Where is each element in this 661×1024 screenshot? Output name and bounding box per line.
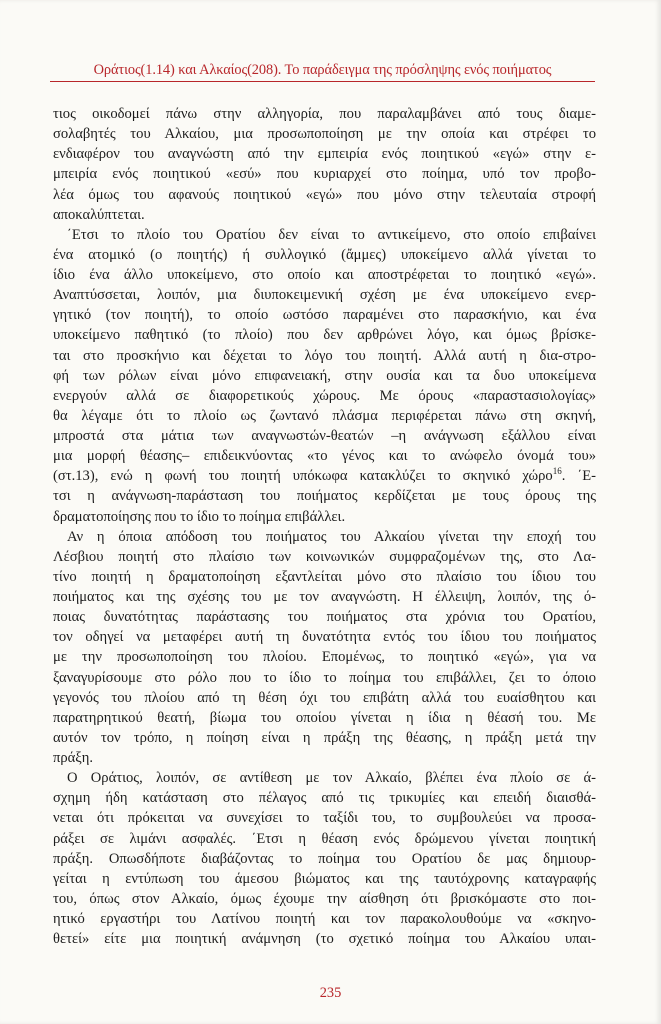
text-line-content: πράξη. Οπωσδήποτε διαβάζοντας το ποίημα του Ορατίου δε μας δημιουρ-	[53, 850, 596, 867]
text-line	[53, 768, 596, 788]
text-line	[53, 527, 596, 547]
text-line-content: ενδιαφέρον του αναγνώστη από την εμπειρία ενός ποιητικού «εγώ» στην ε-	[53, 146, 596, 163]
text-line-content: δραματοποίησης που το ίδιο το ποίημα επιβάλλει.	[53, 508, 346, 525]
text-line	[53, 305, 596, 325]
text-line-content: ΄Ετσι το πλοίο του Ορατίου δεν είναι το αντικείμενο, στο οποίο επιβαίνει	[67, 226, 596, 243]
text-line	[53, 446, 596, 466]
text-line	[53, 486, 596, 506]
text-line	[53, 668, 596, 688]
text-line	[53, 164, 596, 184]
text-line	[53, 185, 596, 205]
text-line-content: ται στο προσκήνιο και δέχεται το λόγο του ποιητή. Αλλά αυτή η δια-στρο-	[53, 347, 596, 364]
text-line-content: ίδιο ένα άλλο υποκείμενο, στο οποίο και αποστρέφεται το ποιητικό «εγώ».	[53, 267, 596, 283]
text-line-content: αποκαλύπτεται.	[53, 206, 145, 223]
text-line-content: υποκείμενο παθητικό (το πλοίο) που δεν αρθρώνει λόγο, και όμως βρίσκε-	[53, 327, 596, 344]
text-line-content: ποιας δυνατότητας παράστασης του ποιήματος στα χρόνια του Ορατίου,	[53, 609, 596, 626]
text-line	[53, 285, 596, 305]
text-line	[53, 426, 596, 446]
text-line-content: νεται ότι πρόκειται να συνεχίσει το ταξίδι του, το συμβουλεύει να προσα-	[53, 810, 596, 827]
text-line	[53, 346, 596, 366]
text-line	[53, 587, 596, 607]
text-line-content: αυτόν τον τρόπο, η ποίηση είναι η πράξη της θέασης, η πράξη μετά την	[53, 729, 596, 746]
text-line-tail: . ΄Ε-	[561, 468, 597, 485]
text-line	[53, 466, 596, 486]
text-line-content: τίνο ποιητή η δραματοποίηση εξαντλείται μόνο στο πλαίσιο του ίδιου του	[53, 568, 596, 585]
text-line	[53, 788, 596, 808]
text-line-content: ένα ατομικό (ο ποιητής) ή συλλογικό (ἄμμες) υποκείμενο αλλά γίνεται το	[53, 246, 596, 263]
text-line-content: σχημη ήδη κατάσταση στο πέλαγος από τις τρικυμίες και επειδή διαισθά-	[53, 790, 596, 807]
text-line	[53, 205, 596, 225]
text-line-content: γητικό (τον ποιητή), το οποίο ωστόσο παραμένει στο παρασκήνιο, και ένα	[53, 307, 596, 324]
text-line-content: φή των ρόλων είναι μόνο επιφανειακή, στην ουσία και τα δυο υποκείμενα	[53, 367, 596, 384]
text-line	[53, 547, 596, 567]
text-line	[53, 245, 596, 265]
text-line	[53, 748, 596, 768]
text-line-content: γεγονός του πλοίου από τη θέση όχι του επιβάτη αλλά του ευαίσθητου και	[53, 689, 596, 706]
text-line-content: τιος οικοδομεί πάνω στην αλληγορία, που παραλαμβάνει από τους διαμε-	[53, 106, 596, 122]
text-line-content: Λέσβιου ποιητή στο πλαίσιο των κοινωνικών συμφραζομένων της, στο Λα-	[53, 548, 596, 565]
text-line	[53, 607, 596, 627]
text-line-content: ποιήματος και της σχέσης του με τον αναγνώστη. Η έλλειψη, λοιπόν, της ό-	[53, 589, 596, 605]
text-line-content: μπειρία ενός ποιητικού «εσύ» που κυριαρχεί στο ποίημα, υπό τον προβο-	[53, 166, 596, 183]
text-line	[53, 124, 596, 144]
text-line	[53, 889, 596, 909]
text-line	[53, 325, 596, 345]
text-line	[53, 909, 596, 929]
text-line-content: Ο Οράτιος, λοιπόν, σε αντίθεση με τον Αλκαίο, βλέπει ένα πλοίο σε ά-	[67, 770, 596, 787]
running-head-rule	[50, 81, 595, 82]
body-text	[53, 104, 596, 949]
footnote-marker: 16	[552, 466, 562, 477]
text-line	[53, 929, 596, 949]
text-line	[53, 225, 596, 245]
text-line-content: σολαβητές του Αλκαίου, μια προσωποποίηση με την οποία και στρέφει το	[53, 126, 596, 143]
text-line	[53, 567, 596, 587]
text-line-content: Αν η όποια απόδοση του ποιήματος του Αλκαίου γίνεται την εποχή του	[67, 528, 596, 545]
text-line-content: ράξει σε λιμάνι ασφαλές. ΄Ετσι η θέαση ενός δρώμενου γίνεται ποιητική	[53, 830, 596, 847]
text-line	[53, 627, 596, 647]
text-line	[53, 849, 596, 869]
text-line-content: ξαναγυρίσουμε στο ρόλο που το ίδιο το ποίημα του επιβάλλει, ζει το όποιο	[53, 669, 596, 686]
text-line	[53, 869, 596, 889]
text-line	[53, 808, 596, 828]
text-line	[53, 144, 596, 164]
text-line	[53, 104, 596, 124]
text-line	[53, 386, 596, 406]
text-line-content: γείται η εντύπωση του άμεσου βιώματος και της ταυτόχρονης καταγραφής	[53, 870, 596, 887]
text-line-content: με την προσωποποίηση του πλοίου. Επομένως, το ποιητικό «εγώ», για να	[53, 649, 596, 666]
text-line-content: του, όπως στον Αλκαίο, όμως έχουμε την αίσθηση ότι βρισκόμαστε στο ποι-	[53, 890, 596, 907]
text-line-content: πράξη.	[53, 750, 94, 766]
text-line-content: θα λέγαμε ότι το πλοίο ως ζωντανό πλάσμα περιφέρεται πάνω στη σκηνή,	[53, 407, 596, 424]
text-line-content: παρατηρητικού θεατή, βίωμα του οποίου γίνεται η ίδια η θέασή του. Με	[53, 709, 596, 726]
text-line	[53, 406, 596, 426]
text-line-content: τον οδηγεί να μεταφέρει αυτή τη δυνατότητα εντός του ίδιου του ποιήματος	[53, 629, 596, 646]
text-line	[53, 829, 596, 849]
text-line	[53, 265, 596, 285]
text-line-content: (στ.13), ενώ η φωνή του ποιητή υπόκωφα κατακλύζει το σκηνικό χώρο	[53, 468, 553, 485]
text-line	[53, 647, 596, 667]
text-line-content: μια μορφή θέασης– επιδεικνύοντας «το γένος και το ανώφελο όνομά του»	[53, 448, 596, 465]
text-line-content: μπροστά στα μάτια των αναγνωστών-θεατών –η ανάγνωση εξάλλου είναι	[53, 428, 596, 444]
text-line-content: ενεργούν αλλά σε διαφορετικούς χώρους. Με όρους «παραστασιολογίας»	[53, 387, 596, 404]
text-line-content: λέα όμως του αφανούς ποιητικού «εγώ» που μόνο στην τελευταία στροφή	[53, 186, 596, 203]
text-line-content: ητικό εργαστήρι του Λατίνου ποιητή και τον παρακολουθούμε να «σκηνο-	[53, 911, 596, 927]
running-head: Οράτιος(1.14) και Αλκαίος(208). Το παράδειγμα της πρόσληψης ενός ποιήματος	[93, 62, 552, 78]
text-line-content: Αναπτύσσεται, λοιπόν, μια διυποκειμενική σχέση με ένα υποκείμενο ενερ-	[53, 287, 596, 304]
text-line	[53, 728, 596, 748]
text-line	[53, 507, 596, 527]
text-line-content: θετεί» είτε μια ποιητική ανάμνηση (το σχετικό ποίημα του Αλκαίου υπαι-	[53, 931, 596, 948]
page-number: 235	[319, 985, 342, 1001]
text-line	[53, 688, 596, 708]
text-line	[53, 366, 596, 386]
text-line-content: τσι η ανάγνωση-παράσταση του ποιήματος κερδίζεται με τους όρους της	[53, 488, 596, 505]
text-line	[53, 708, 596, 728]
